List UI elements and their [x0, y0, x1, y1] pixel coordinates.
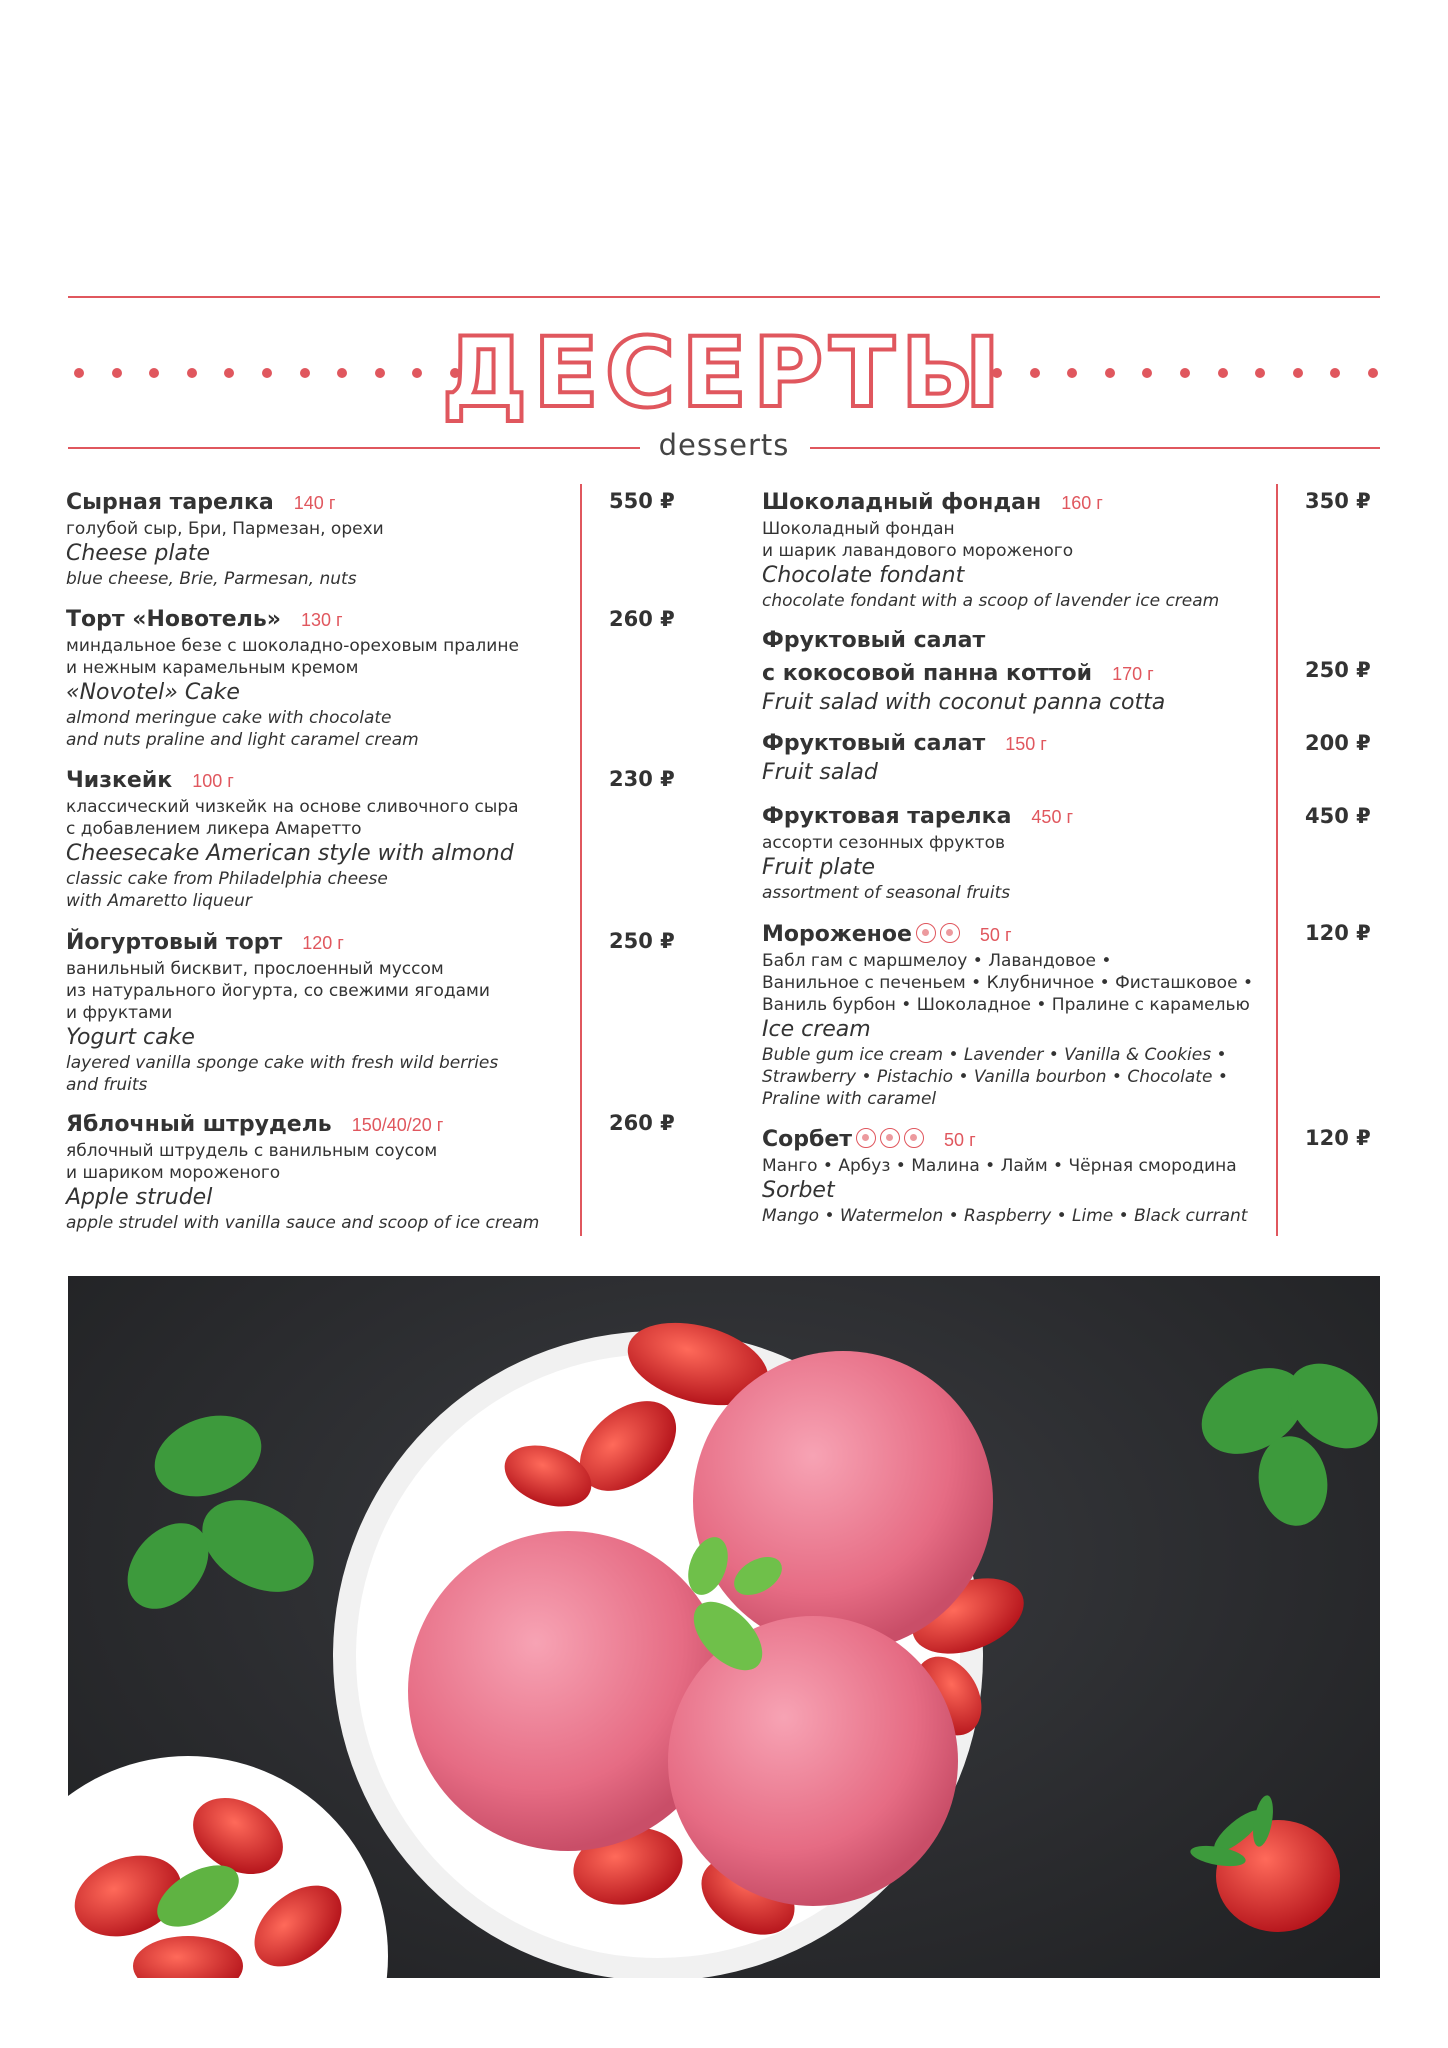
item-weight: 130 г — [300, 610, 343, 630]
item-name: Сырная тарелка — [66, 490, 274, 515]
item-name-en: Ice cream — [762, 1017, 871, 1042]
menu-item-cheese-plate — [66, 488, 576, 590]
item-name-en: Fruit plate — [762, 855, 876, 880]
item-price: 120 ₽ — [1305, 1126, 1371, 1150]
menu-item-fruit-salad — [762, 729, 1272, 787]
item-description-en: layered vanilla sponge cake with fresh wild berries and fruits — [66, 1053, 499, 1095]
item-weight: 140 г — [293, 493, 336, 513]
item-weight: 150 г — [1005, 734, 1047, 754]
menu-item-fruit-plate — [762, 802, 1272, 904]
leaf-badge-icon — [940, 923, 960, 943]
item-price: 250 ₽ — [1305, 658, 1371, 682]
item-price: 200 ₽ — [1305, 731, 1371, 755]
item-name-line2: с кокосовой панна коттой — [762, 661, 1093, 686]
item-name: Фруктовая тарелка — [762, 804, 1012, 829]
menu-item-cheesecake — [66, 766, 576, 912]
item-description: Бабл гам с маршмелоу • Лавандовое • Ванильное с печеньем • Клубничное • Фисташковое • Ваниль бурбон • Шоколадное • Пралине с карамелью — [762, 951, 1253, 1015]
menu-item-yogurt-cake — [66, 928, 576, 1096]
item-description-en: apple strudel with vanilla sauce and scoop of ice cream — [66, 1213, 540, 1233]
item-price: 450 ₽ — [1305, 804, 1371, 828]
item-name-en: Yogurt cake — [66, 1025, 195, 1050]
left-column-divider — [580, 484, 582, 1236]
item-name-en: Cheese plate — [66, 541, 211, 566]
item-weight: 150/40/20 г — [351, 1115, 444, 1135]
tree-badge-icon — [856, 1128, 876, 1148]
item-price: 550 ₽ — [609, 489, 675, 513]
item-description: ванильный бисквит, прослоенный муссом из натурального йогурта, со свежими ягодами и фруктами — [66, 959, 490, 1023]
item-weight: 170 г — [1112, 664, 1154, 684]
item-description-en: chocolate fondant with a scoop of lavender ice cream — [762, 591, 1220, 611]
item-name: Яблочный штрудель — [66, 1112, 332, 1137]
item-description-en: almond meringue cake with chocolate and nuts praline and light caramel cream — [66, 708, 419, 750]
item-weight: 100 г — [192, 771, 234, 791]
item-description: ассорти сезонных фруктов — [762, 833, 1005, 853]
dessert-photo — [68, 1276, 1380, 1978]
item-name: Фруктовый салат — [762, 731, 986, 756]
item-price: 260 ₽ — [609, 607, 675, 631]
item-weight: 50 г — [979, 925, 1012, 945]
item-weight: 450 г — [1031, 807, 1074, 827]
item-description: яблочный штрудель с ванильным соусом и шариком мороженого — [66, 1141, 438, 1183]
item-name: Торт «Новотель» — [66, 607, 281, 632]
page-title: ДЕСЕРТЫ — [441, 317, 1007, 429]
menu-item-apple-strudel — [66, 1110, 576, 1234]
item-price: 120 ₽ — [1305, 921, 1371, 945]
item-name-en: «Novotel» Cake — [66, 680, 240, 705]
vegetarian-badge-icon — [916, 923, 936, 943]
page-subtitle: desserts — [658, 428, 790, 462]
item-name-en: Sorbet — [762, 1178, 835, 1203]
item-weight: 120 г — [302, 933, 344, 953]
item-description-en: blue cheese, Brie, Parmesan, nuts — [66, 569, 357, 589]
item-weight: 50 г — [944, 1130, 976, 1150]
item-name: Шоколадный фондан — [762, 490, 1042, 515]
item-description-en: assortment of seasonal fruits — [762, 883, 1011, 903]
menu-item-sorbet — [762, 1125, 1282, 1227]
right-column-divider — [1276, 484, 1278, 1236]
item-price: 230 ₽ — [609, 767, 675, 791]
item-description-en: Buble gum ice cream • Lavender • Vanilla & Cookies • Strawberry • Pistachio • Vanilla bourbon • Chocolate • Praline with caramel — [762, 1045, 1228, 1109]
item-price: 250 ₽ — [609, 929, 675, 953]
item-name: Мороженое — [762, 922, 912, 947]
menu-item-fruit-salad-panna-cotta — [762, 626, 1272, 717]
item-description: миндальное безе с шоколадно-ореховым пралине и нежным карамельным кремом — [66, 636, 519, 678]
leaf-left — [111, 1401, 330, 1624]
menu-item-chocolate-fondant — [762, 488, 1272, 612]
leaf-right — [1186, 1346, 1380, 1531]
vegetarian-badge-icon — [880, 1128, 900, 1148]
heart-badge-icon — [904, 1128, 924, 1148]
menu-item-novotel-cake — [66, 605, 576, 751]
item-name-en: Fruit salad with coconut panna cotta — [762, 690, 1166, 715]
item-description-en: Mango • Watermelon • Raspberry • Lime • Black currant — [762, 1206, 1248, 1226]
item-description: классический чизкейк на основе сливочного сыра с добавлением ликера Амаретто — [66, 797, 519, 839]
item-name-en: Apple strudel — [66, 1185, 213, 1210]
top-rule — [68, 296, 1380, 298]
item-description: голубой сыр, Бри, Пармезан, орехи — [66, 519, 384, 539]
menu-item-ice-cream — [762, 920, 1282, 1110]
item-name: Йогуртовый торт — [66, 930, 283, 955]
item-description-en: classic cake from Philadelphia cheese with Amaretto liqueur — [66, 869, 388, 911]
item-name: Чизкейк — [66, 768, 173, 793]
item-name: Фруктовый салат — [762, 628, 986, 653]
item-price: 260 ₽ — [609, 1111, 675, 1135]
item-description: Шоколадный фондан и шарик лавандового мороженого — [762, 519, 1074, 561]
item-description: Манго • Арбуз • Малина • Лайм • Чёрная смородина — [762, 1156, 1237, 1176]
item-name-en: Fruit salad — [762, 760, 878, 785]
item-name-en: Cheesecake American style with almond — [66, 841, 514, 866]
item-name: Сорбет — [762, 1127, 853, 1152]
item-name-en: Chocolate fondant — [762, 563, 965, 588]
item-weight: 160 г — [1061, 493, 1103, 513]
item-price: 350 ₽ — [1305, 489, 1371, 513]
